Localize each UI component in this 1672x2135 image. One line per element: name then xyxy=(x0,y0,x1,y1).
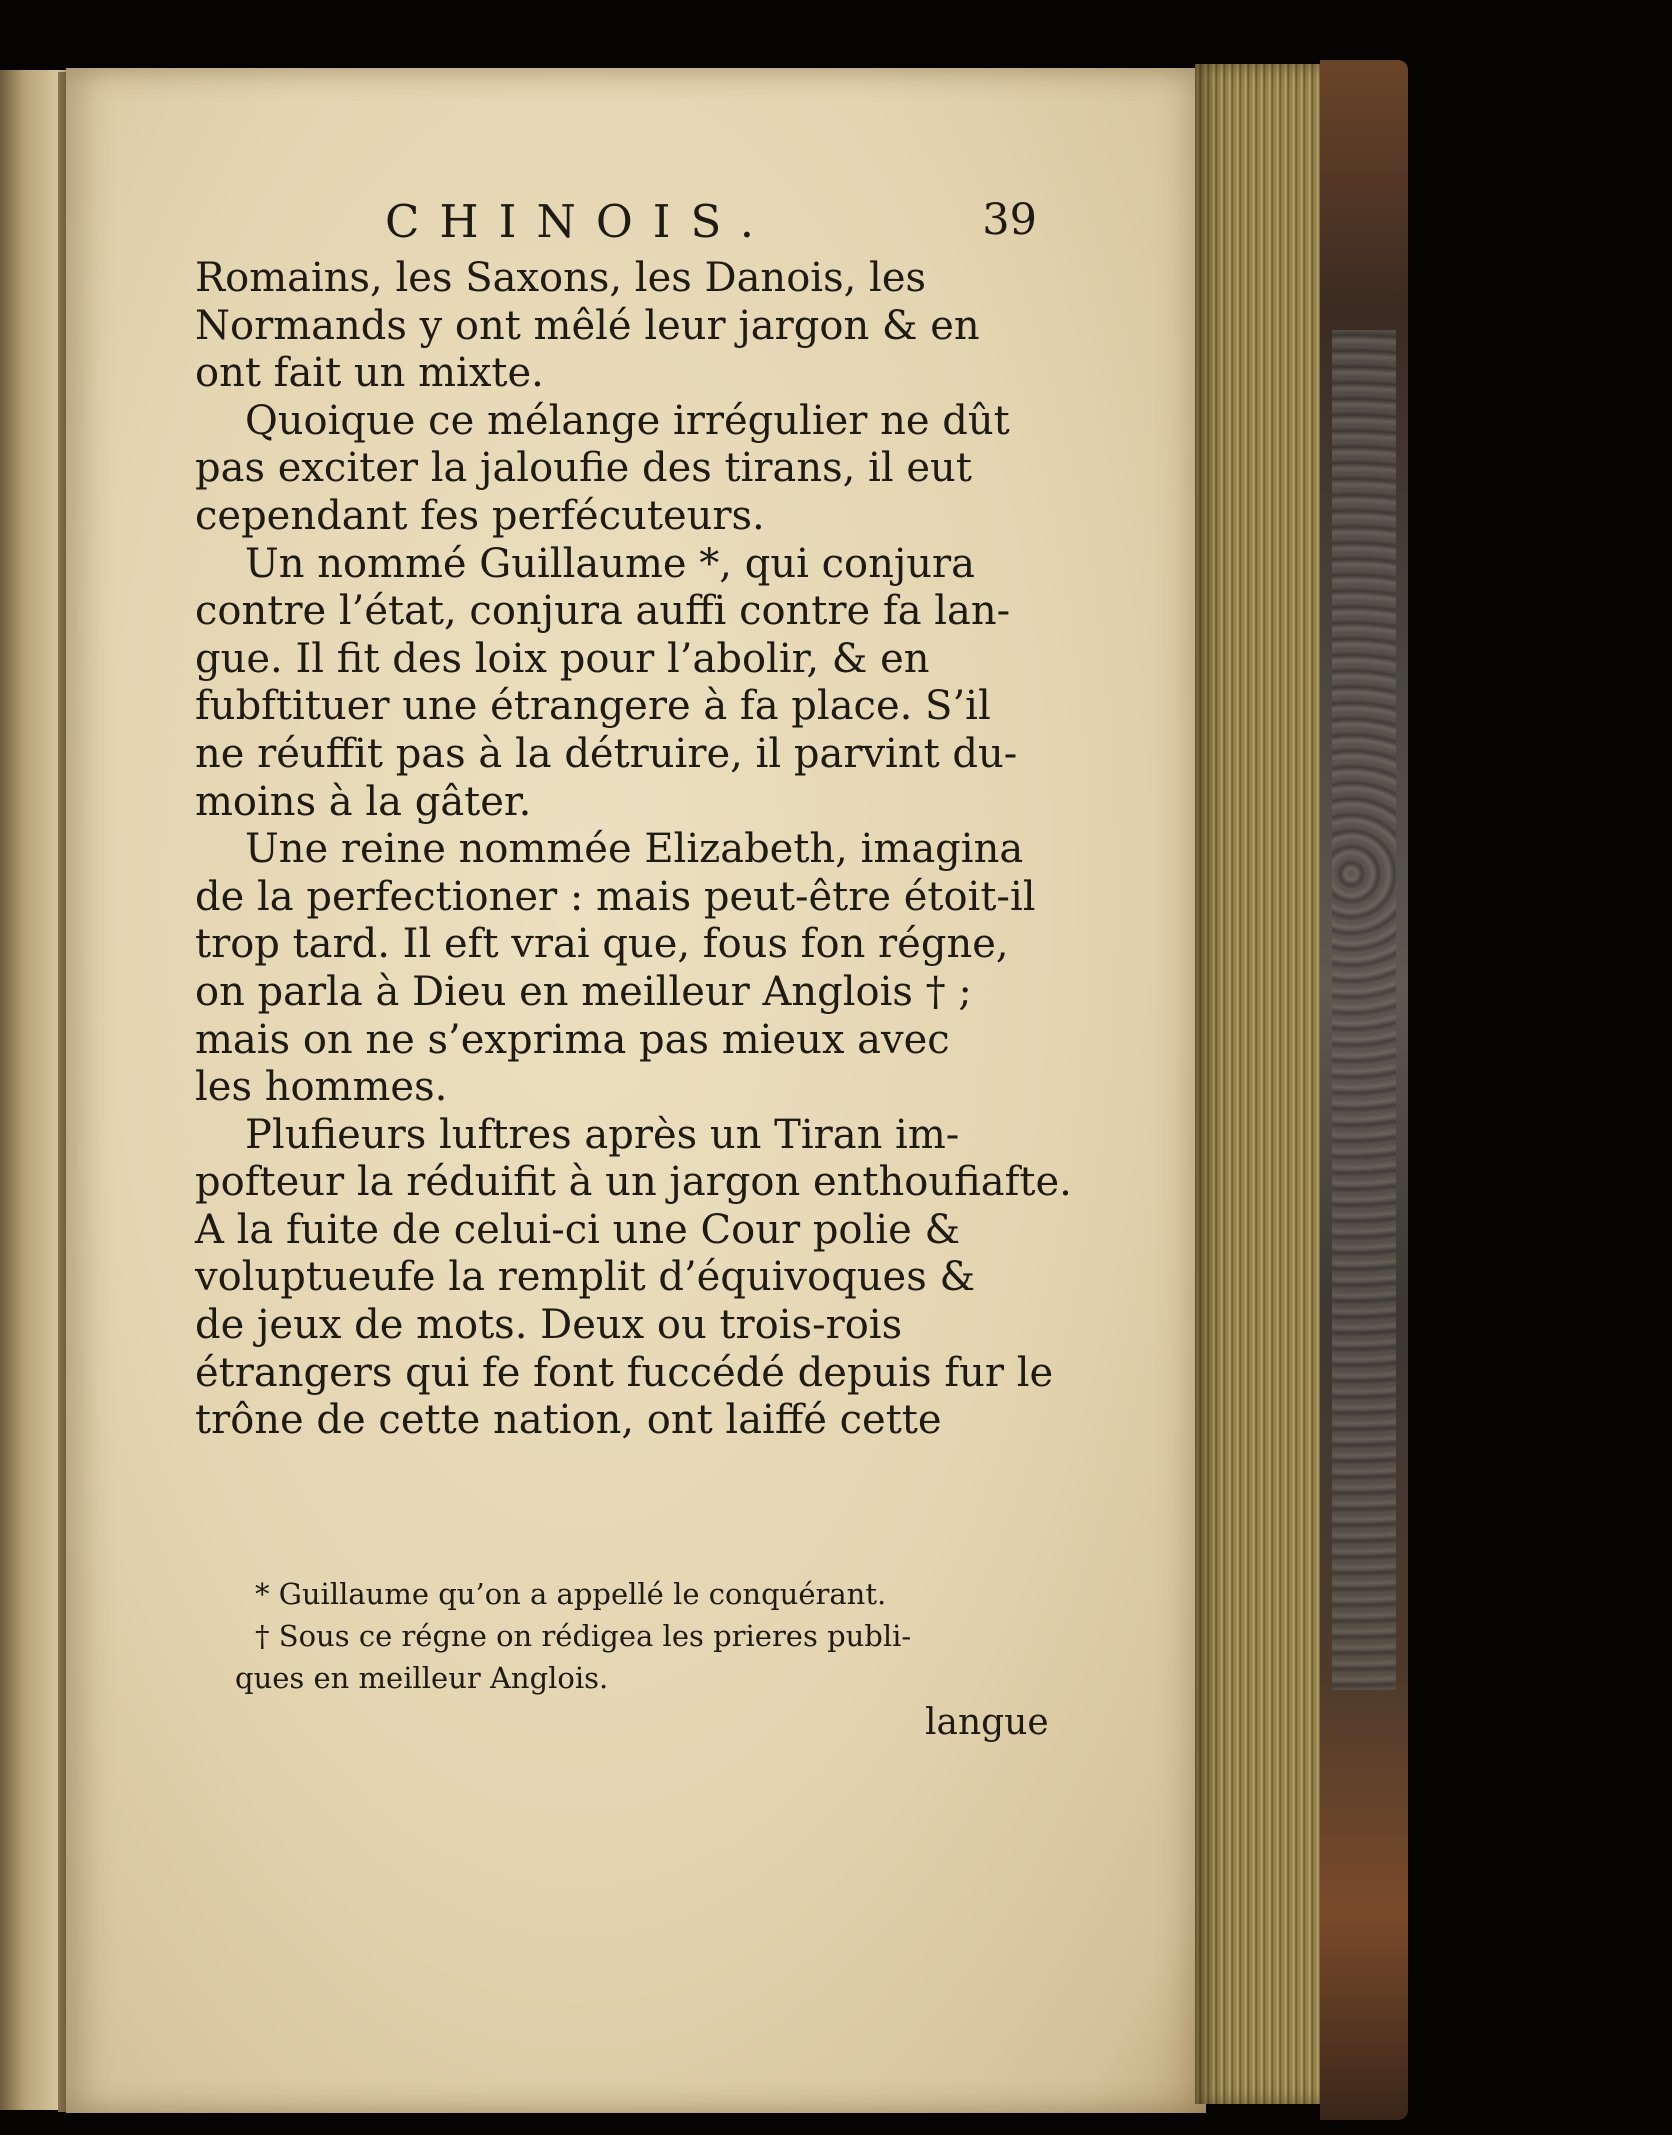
text-line: Quoique ce mélange irrégulier ne dût xyxy=(245,397,1010,444)
text-line: de jeux de mots. Deux ou trois-rois xyxy=(195,1302,903,1349)
page-fore-edge xyxy=(1195,64,1325,2104)
text-line: Une reine nommée Elizabeth, imagina xyxy=(245,826,1024,873)
text-line: fubftituer une étrangere à fa place. S’il xyxy=(195,683,991,730)
text-line: ont fait un mixte. xyxy=(195,350,544,397)
text-line: cependant fes perfécuteurs. xyxy=(195,492,765,539)
text-line: pofteur la réduifit à un jargon enthoufiafte. xyxy=(195,1159,1072,1206)
text-line: Romains, les Saxons, les Danois, les xyxy=(195,255,927,301)
footnote-line: † Sous ce régne on rédigea les prieres publi- xyxy=(255,1619,912,1653)
text-line: ne réuffit pas à la détruire, il parvint du- xyxy=(195,730,1018,777)
text-line: Un nommé Guillaume *, qui conjura xyxy=(245,540,975,587)
text-line: de la perfectioner : mais peut-être étoit-il xyxy=(195,873,1036,920)
footnote-line: * Guillaume qu’on a appellé le conquérant. xyxy=(255,1577,887,1611)
marbled-cover-paper xyxy=(1332,330,1396,1690)
text-line: gue. Il fit des loix pour l’abolir, & en xyxy=(195,635,930,682)
text-line: trône de cette nation, ont laiffé cette xyxy=(195,1397,942,1444)
footnote-line: ques en meilleur Anglois. xyxy=(235,1661,609,1695)
text-line: contre l’état, conjura auffi contre fa lan- xyxy=(195,588,1011,635)
text-line: moins à la gâter. xyxy=(195,778,532,825)
page-number: 39 xyxy=(982,195,1037,245)
main-text xyxy=(195,255,1072,1445)
running-title: CHINOIS. xyxy=(385,195,775,248)
text-line: on parla à Dieu en meilleur Anglois † ; xyxy=(195,968,972,1015)
catchword: langue xyxy=(925,1702,1049,1743)
text-line: Plufieurs luftres après un Tiran im- xyxy=(245,1111,960,1158)
text-line: voluptueufe la remplit d’équivoques & xyxy=(195,1254,976,1301)
footnotes xyxy=(235,1573,1075,1699)
text-line: pas exciter la jaloufie des tirans, il eut xyxy=(195,445,972,492)
text-line: trop tard. Il eft vrai que, fous fon régne, xyxy=(195,921,1009,968)
text-line: mais on ne s’exprima pas mieux avec xyxy=(195,1016,950,1063)
text-line: Normands y ont mêlé leur jargon & en xyxy=(195,302,980,349)
text-line: A la fuite de celui-ci une Cour polie & xyxy=(195,1206,961,1253)
text-line: étrangers qui fe font fuccédé depuis fur le xyxy=(195,1349,1054,1396)
text-line: les hommes. xyxy=(195,1064,448,1111)
